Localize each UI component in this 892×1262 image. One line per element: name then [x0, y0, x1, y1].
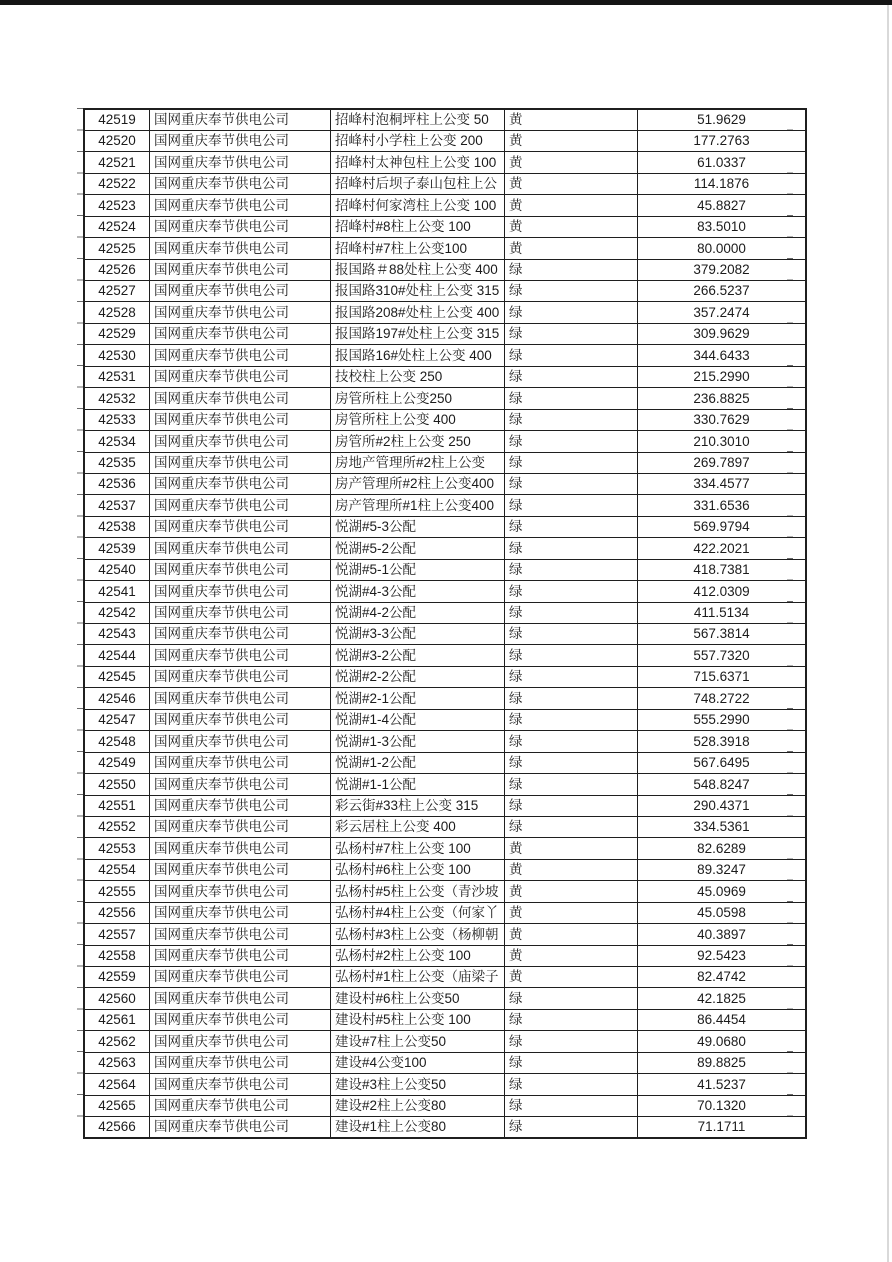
- cell-description: 招峰村#8柱上公变 100: [331, 216, 505, 237]
- cell-value: 557.7320: [638, 645, 807, 666]
- cell-status: 绿: [505, 1117, 638, 1138]
- table-row: [84, 645, 806, 666]
- cell-status: 黄: [505, 945, 638, 966]
- cell-status: 黄: [505, 838, 638, 859]
- scan-right-edge-line: [887, 5, 889, 1262]
- cell-description: 招峰村小学柱上公变 200: [331, 130, 505, 151]
- cell-row-id: 42562: [84, 1031, 150, 1052]
- cell-value: 45.0598: [638, 902, 807, 923]
- cell-status: 绿: [505, 366, 638, 387]
- cell-value: 411.5134: [638, 602, 807, 623]
- cell-value: 344.6433: [638, 345, 807, 366]
- table-row: [84, 281, 806, 302]
- cell-row-id: 42538: [84, 516, 150, 537]
- cell-status: 绿: [505, 538, 638, 559]
- table-body: [84, 109, 806, 1138]
- table-row: [84, 859, 806, 880]
- cell-company: 国网重庆奉节供电公司: [150, 323, 331, 344]
- cell-status: 绿: [505, 988, 638, 1009]
- cell-row-id: 42556: [84, 902, 150, 923]
- cell-company: 国网重庆奉节供电公司: [150, 1031, 331, 1052]
- cell-value: 82.6289: [638, 838, 807, 859]
- cell-company: 国网重庆奉节供电公司: [150, 516, 331, 537]
- cell-row-id: 42559: [84, 967, 150, 988]
- cell-value: 357.2474: [638, 302, 807, 323]
- cell-value: 83.5010: [638, 216, 807, 237]
- cell-status: 黄: [505, 924, 638, 945]
- table-row: [84, 152, 806, 173]
- cell-row-id: 42525: [84, 238, 150, 259]
- table-row: [84, 1052, 806, 1073]
- cell-status: 黄: [505, 902, 638, 923]
- cell-description: 建设#3柱上公变50: [331, 1074, 505, 1095]
- cell-status: 绿: [505, 516, 638, 537]
- cell-company: 国网重庆奉节供电公司: [150, 431, 331, 452]
- cell-status: 绿: [505, 645, 638, 666]
- table-row: [84, 666, 806, 687]
- table-row: [84, 366, 806, 387]
- cell-row-id: 42542: [84, 602, 150, 623]
- cell-company: 国网重庆奉节供电公司: [150, 130, 331, 151]
- cell-value: 41.5237: [638, 1074, 807, 1095]
- table-row: [84, 238, 806, 259]
- cell-value: 266.5237: [638, 281, 807, 302]
- cell-status: 绿: [505, 624, 638, 645]
- cell-status: 黄: [505, 173, 638, 194]
- cell-company: 国网重庆奉节供电公司: [150, 259, 331, 280]
- table-row: [84, 881, 806, 902]
- cell-company: 国网重庆奉节供电公司: [150, 624, 331, 645]
- cell-value: 269.7897: [638, 452, 807, 473]
- cell-value: 748.2722: [638, 688, 807, 709]
- table-row: [84, 731, 806, 752]
- table-row: [84, 495, 806, 516]
- cell-company: 国网重庆奉节供电公司: [150, 752, 331, 773]
- cell-company: 国网重庆奉节供电公司: [150, 774, 331, 795]
- table-row: [84, 816, 806, 837]
- table-row: [84, 1009, 806, 1030]
- cell-company: 国网重庆奉节供电公司: [150, 688, 331, 709]
- cell-description: 悦湖#4-2公配: [331, 602, 505, 623]
- cell-company: 国网重庆奉节供电公司: [150, 581, 331, 602]
- cell-value: 42.1825: [638, 988, 807, 1009]
- table-row: [84, 130, 806, 151]
- table-row: [84, 1095, 806, 1116]
- table-row: [84, 924, 806, 945]
- cell-status: 绿: [505, 795, 638, 816]
- cell-company: 国网重庆奉节供电公司: [150, 859, 331, 880]
- cell-row-id: 42546: [84, 688, 150, 709]
- cell-status: 黄: [505, 859, 638, 880]
- cell-row-id: 42565: [84, 1095, 150, 1116]
- cell-status: 绿: [505, 452, 638, 473]
- cell-company: 国网重庆奉节供电公司: [150, 967, 331, 988]
- power-transformer-data-table: [83, 108, 807, 1139]
- cell-description: 弘杨村#1柱上公变（庙梁子: [331, 967, 505, 988]
- cell-company: 国网重庆奉节供电公司: [150, 666, 331, 687]
- cell-description: 彩云居柱上公变 400: [331, 816, 505, 837]
- cell-row-id: 42526: [84, 259, 150, 280]
- cell-description: 招峰村后坝子泰山包柱上公: [331, 173, 505, 194]
- cell-value: 330.7629: [638, 409, 807, 430]
- cell-status: 绿: [505, 1074, 638, 1095]
- cell-status: 绿: [505, 388, 638, 409]
- cell-row-id: 42566: [84, 1117, 150, 1138]
- table-row: [84, 409, 806, 430]
- table-row: [84, 388, 806, 409]
- cell-row-id: 42544: [84, 645, 150, 666]
- table-row: [84, 538, 806, 559]
- cell-row-id: 42539: [84, 538, 150, 559]
- cell-status: 绿: [505, 1095, 638, 1116]
- cell-row-id: 42537: [84, 495, 150, 516]
- table-row: [84, 581, 806, 602]
- cell-status: 绿: [505, 431, 638, 452]
- cell-description: 房产管理所#1柱上公变400: [331, 495, 505, 516]
- cell-description: 悦湖#1-3公配: [331, 731, 505, 752]
- cell-description: 建设#7柱上公变50: [331, 1031, 505, 1052]
- cell-row-id: 42522: [84, 173, 150, 194]
- cell-value: 45.0969: [638, 881, 807, 902]
- table-row: [84, 559, 806, 580]
- cell-company: 国网重庆奉节供电公司: [150, 473, 331, 494]
- cell-status: 绿: [505, 752, 638, 773]
- cell-value: 86.4454: [638, 1009, 807, 1030]
- cell-value: 82.4742: [638, 967, 807, 988]
- cell-row-id: 42530: [84, 345, 150, 366]
- cell-value: 548.8247: [638, 774, 807, 795]
- cell-description: 招峰村何家湾柱上公变 100: [331, 195, 505, 216]
- cell-description: 招峰村泡桐坪柱上公变 50: [331, 109, 505, 130]
- cell-company: 国网重庆奉节供电公司: [150, 1117, 331, 1138]
- cell-row-id: 42527: [84, 281, 150, 302]
- cell-status: 绿: [505, 731, 638, 752]
- cell-value: 412.0309: [638, 581, 807, 602]
- table-row: [84, 774, 806, 795]
- cell-company: 国网重庆奉节供电公司: [150, 452, 331, 473]
- cell-status: 绿: [505, 1031, 638, 1052]
- table-row: [84, 473, 806, 494]
- cell-value: 379.2082: [638, 259, 807, 280]
- cell-description: 悦湖#1-1公配: [331, 774, 505, 795]
- cell-company: 国网重庆奉节供电公司: [150, 559, 331, 580]
- cell-status: 绿: [505, 666, 638, 687]
- cell-company: 国网重庆奉节供电公司: [150, 902, 331, 923]
- cell-status: 黄: [505, 152, 638, 173]
- cell-description: 弘杨村#2柱上公变 100: [331, 945, 505, 966]
- cell-status: 黄: [505, 130, 638, 151]
- cell-row-id: 42563: [84, 1052, 150, 1073]
- cell-row-id: 42524: [84, 216, 150, 237]
- cell-company: 国网重庆奉节供电公司: [150, 345, 331, 366]
- cell-company: 国网重庆奉节供电公司: [150, 1009, 331, 1030]
- cell-company: 国网重庆奉节供电公司: [150, 195, 331, 216]
- cell-value: 71.1711: [638, 1117, 807, 1138]
- cell-row-id: 42557: [84, 924, 150, 945]
- table-row: [84, 302, 806, 323]
- cell-value: 331.6536: [638, 495, 807, 516]
- cell-value: 45.8827: [638, 195, 807, 216]
- cell-value: 422.2021: [638, 538, 807, 559]
- cell-row-id: 42550: [84, 774, 150, 795]
- cell-description: 悦湖#5-2公配: [331, 538, 505, 559]
- cell-value: 114.1876: [638, 173, 807, 194]
- cell-row-id: 42519: [84, 109, 150, 130]
- cell-status: 绿: [505, 281, 638, 302]
- table-row: [84, 967, 806, 988]
- cell-status: 绿: [505, 473, 638, 494]
- cell-value: 290.4371: [638, 795, 807, 816]
- cell-company: 国网重庆奉节供电公司: [150, 173, 331, 194]
- cell-status: 绿: [505, 709, 638, 730]
- cell-status: 黄: [505, 109, 638, 130]
- table-row: [84, 516, 806, 537]
- cell-status: 绿: [505, 409, 638, 430]
- cell-status: 绿: [505, 816, 638, 837]
- cell-status: 绿: [505, 602, 638, 623]
- cell-row-id: 42533: [84, 409, 150, 430]
- cell-row-id: 42555: [84, 881, 150, 902]
- cell-company: 国网重庆奉节供电公司: [150, 602, 331, 623]
- cell-row-id: 42561: [84, 1009, 150, 1030]
- cell-value: 177.2763: [638, 130, 807, 151]
- cell-row-id: 42531: [84, 366, 150, 387]
- cell-status: 绿: [505, 559, 638, 580]
- cell-row-id: 42529: [84, 323, 150, 344]
- cell-value: 210.3010: [638, 431, 807, 452]
- cell-value: 61.0337: [638, 152, 807, 173]
- cell-description: 报国路208#处柱上公变 400: [331, 302, 505, 323]
- cell-company: 国网重庆奉节供电公司: [150, 1052, 331, 1073]
- cell-description: 悦湖#3-2公配: [331, 645, 505, 666]
- cell-status: 绿: [505, 774, 638, 795]
- cell-company: 国网重庆奉节供电公司: [150, 109, 331, 130]
- cell-company: 国网重庆奉节供电公司: [150, 302, 331, 323]
- cell-status: 绿: [505, 323, 638, 344]
- cell-row-id: 42551: [84, 795, 150, 816]
- cell-value: 334.5361: [638, 816, 807, 837]
- table-row: [84, 173, 806, 194]
- cell-description: 弘杨村#4柱上公变（何家丫: [331, 902, 505, 923]
- cell-description: 房地产管理所#2柱上公变: [331, 452, 505, 473]
- cell-status: 黄: [505, 967, 638, 988]
- cell-description: 悦湖#2-1公配: [331, 688, 505, 709]
- cell-row-id: 42564: [84, 1074, 150, 1095]
- cell-description: 弘杨村#3柱上公变（杨柳朝: [331, 924, 505, 945]
- cell-status: 黄: [505, 238, 638, 259]
- table-row: [84, 902, 806, 923]
- cell-description: 建设村#5柱上公变 100: [331, 1009, 505, 1030]
- cell-row-id: 42547: [84, 709, 150, 730]
- cell-company: 国网重庆奉节供电公司: [150, 1095, 331, 1116]
- cell-row-id: 42528: [84, 302, 150, 323]
- cell-company: 国网重庆奉节供电公司: [150, 795, 331, 816]
- cell-description: 弘杨村#6柱上公变 100: [331, 859, 505, 880]
- table-row: [84, 602, 806, 623]
- cell-status: 黄: [505, 881, 638, 902]
- cell-row-id: 42549: [84, 752, 150, 773]
- cell-description: 报国路16#处柱上公变 400: [331, 345, 505, 366]
- cell-row-id: 42535: [84, 452, 150, 473]
- cell-company: 国网重庆奉节供电公司: [150, 409, 331, 430]
- cell-description: 报国路310#处柱上公变 315: [331, 281, 505, 302]
- cell-description: 悦湖#5-3公配: [331, 516, 505, 537]
- cell-description: 悦湖#2-2公配: [331, 666, 505, 687]
- cell-row-id: 42554: [84, 859, 150, 880]
- cell-row-id: 42553: [84, 838, 150, 859]
- cell-value: 528.3918: [638, 731, 807, 752]
- cell-company: 国网重庆奉节供电公司: [150, 816, 331, 837]
- cell-status: 绿: [505, 495, 638, 516]
- cell-description: 报国路＃88处柱上公变 400: [331, 259, 505, 280]
- cell-description: 悦湖#4-3公配: [331, 581, 505, 602]
- cell-status: 绿: [505, 688, 638, 709]
- cell-company: 国网重庆奉节供电公司: [150, 881, 331, 902]
- cell-row-id: 42548: [84, 731, 150, 752]
- cell-value: 40.3897: [638, 924, 807, 945]
- cell-company: 国网重庆奉节供电公司: [150, 645, 331, 666]
- cell-description: 弘杨村#5柱上公变（青沙坡: [331, 881, 505, 902]
- table-row: [84, 452, 806, 473]
- table-row: [84, 838, 806, 859]
- cell-value: 89.8825: [638, 1052, 807, 1073]
- cell-value: 569.9794: [638, 516, 807, 537]
- cell-value: 49.0680: [638, 1031, 807, 1052]
- cell-company: 国网重庆奉节供电公司: [150, 238, 331, 259]
- cell-description: 悦湖#3-3公配: [331, 624, 505, 645]
- table-row: [84, 988, 806, 1009]
- cell-status: 绿: [505, 1009, 638, 1030]
- cell-row-id: 42521: [84, 152, 150, 173]
- cell-description: 彩云街#33柱上公变 315: [331, 795, 505, 816]
- cell-company: 国网重庆奉节供电公司: [150, 216, 331, 237]
- cell-description: 悦湖#5-1公配: [331, 559, 505, 580]
- table-row: [84, 709, 806, 730]
- cell-description: 房管所#2柱上公变 250: [331, 431, 505, 452]
- cell-value: 715.6371: [638, 666, 807, 687]
- cell-description: 房产管理所#2柱上公变400: [331, 473, 505, 494]
- cell-company: 国网重庆奉节供电公司: [150, 945, 331, 966]
- cell-description: 报国路197#处柱上公变 315: [331, 323, 505, 344]
- cell-value: 80.0000: [638, 238, 807, 259]
- cell-company: 国网重庆奉节供电公司: [150, 1074, 331, 1095]
- table-row: [84, 109, 806, 130]
- cell-value: 555.2990: [638, 709, 807, 730]
- cell-company: 国网重庆奉节供电公司: [150, 838, 331, 859]
- cell-row-id: 42540: [84, 559, 150, 580]
- cell-description: 建设#4公变100: [331, 1052, 505, 1073]
- cell-description: 建设村#6柱上公变50: [331, 988, 505, 1009]
- cell-value: 51.9629: [638, 109, 807, 130]
- cell-description: 悦湖#1-2公配: [331, 752, 505, 773]
- table-row: [84, 795, 806, 816]
- cell-status: 绿: [505, 581, 638, 602]
- cell-row-id: 42560: [84, 988, 150, 1009]
- cell-row-id: 42545: [84, 666, 150, 687]
- cell-description: 弘杨村#7柱上公变 100: [331, 838, 505, 859]
- cell-status: 黄: [505, 216, 638, 237]
- cell-description: 房管所柱上公变 400: [331, 409, 505, 430]
- cell-description: 技校柱上公变 250: [331, 366, 505, 387]
- cell-value: 567.6495: [638, 752, 807, 773]
- cell-value: 418.7381: [638, 559, 807, 580]
- cell-row-id: 42536: [84, 473, 150, 494]
- table-row: [84, 431, 806, 452]
- cell-row-id: 42534: [84, 431, 150, 452]
- cell-row-id: 42558: [84, 945, 150, 966]
- cell-description: 悦湖#1-4公配: [331, 709, 505, 730]
- cell-company: 国网重庆奉节供电公司: [150, 731, 331, 752]
- table-row: [84, 1074, 806, 1095]
- cell-status: 绿: [505, 1052, 638, 1073]
- cell-company: 国网重庆奉节供电公司: [150, 538, 331, 559]
- cell-row-id: 42520: [84, 130, 150, 151]
- cell-value: 236.8825: [638, 388, 807, 409]
- table-row: [84, 688, 806, 709]
- cell-company: 国网重庆奉节供电公司: [150, 152, 331, 173]
- scan-top-edge-bar: [0, 0, 892, 5]
- table-row: [84, 216, 806, 237]
- cell-status: 绿: [505, 259, 638, 280]
- cell-status: 绿: [505, 345, 638, 366]
- cell-row-id: 42523: [84, 195, 150, 216]
- cell-company: 国网重庆奉节供电公司: [150, 988, 331, 1009]
- cell-value: 92.5423: [638, 945, 807, 966]
- cell-value: 215.2990: [638, 366, 807, 387]
- table-row: [84, 1117, 806, 1138]
- cell-description: 招峰村太神包柱上公变 100: [331, 152, 505, 173]
- table-row: [84, 752, 806, 773]
- cell-status: 绿: [505, 302, 638, 323]
- table-row: [84, 1031, 806, 1052]
- cell-value: 567.3814: [638, 624, 807, 645]
- cell-value: 309.9629: [638, 323, 807, 344]
- cell-value: 89.3247: [638, 859, 807, 880]
- cell-row-id: 42541: [84, 581, 150, 602]
- table-row: [84, 345, 806, 366]
- table-row: [84, 195, 806, 216]
- cell-status: 黄: [505, 195, 638, 216]
- table-row: [84, 259, 806, 280]
- cell-description: 建设#1柱上公变80: [331, 1117, 505, 1138]
- table-row: [84, 945, 806, 966]
- cell-value: 334.4577: [638, 473, 807, 494]
- cell-description: 招峰村#7柱上公变100: [331, 238, 505, 259]
- cell-row-id: 42552: [84, 816, 150, 837]
- table-row: [84, 624, 806, 645]
- cell-company: 国网重庆奉节供电公司: [150, 366, 331, 387]
- cell-row-id: 42543: [84, 624, 150, 645]
- cell-company: 国网重庆奉节供电公司: [150, 388, 331, 409]
- cell-company: 国网重庆奉节供电公司: [150, 281, 331, 302]
- table-row: [84, 323, 806, 344]
- cell-row-id: 42532: [84, 388, 150, 409]
- cell-description: 建设#2柱上公变80: [331, 1095, 505, 1116]
- cell-company: 国网重庆奉节供电公司: [150, 709, 331, 730]
- cell-company: 国网重庆奉节供电公司: [150, 924, 331, 945]
- cell-value: 70.1320: [638, 1095, 807, 1116]
- cell-company: 国网重庆奉节供电公司: [150, 495, 331, 516]
- cell-description: 房管所柱上公变250: [331, 388, 505, 409]
